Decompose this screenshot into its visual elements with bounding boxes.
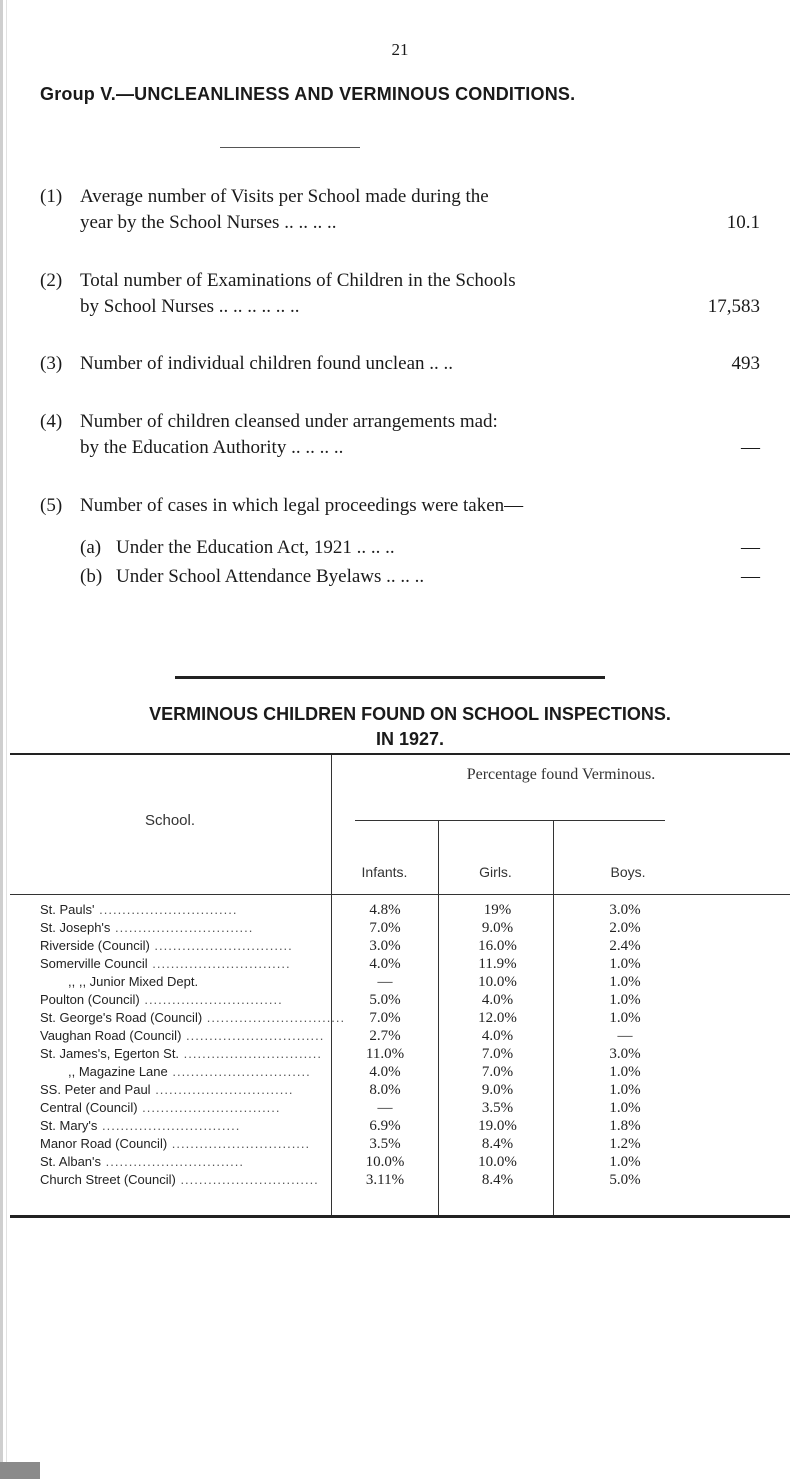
infants-cell: 4.0% <box>369 956 401 972</box>
table-row <box>0 1028 800 1045</box>
item-number: (2) <box>40 270 63 291</box>
school-name: Vaughan Road (Council) .............................. <box>40 1028 325 1043</box>
table-row <box>0 1172 800 1189</box>
item-text: Number of children cleansed under arrangements mad: <box>80 411 498 432</box>
girls-cell: 3.5% <box>481 1100 514 1116</box>
girls-cell: 7.0% <box>481 1046 514 1062</box>
table-border <box>10 753 790 755</box>
header-rule <box>355 820 665 821</box>
table-row <box>0 1046 800 1063</box>
item-text: Total number of Examinations of Children in the Schools <box>80 270 516 291</box>
table-row <box>0 1154 800 1171</box>
column-header-girls: Girls. <box>479 864 512 880</box>
table-row <box>0 938 800 955</box>
table-row <box>0 1100 800 1117</box>
infants-cell: 7.0% <box>369 1010 401 1026</box>
item-number: (5) <box>40 495 63 516</box>
school-name: ,, Magazine Lane .............................. <box>68 1064 311 1079</box>
table-row <box>0 920 800 937</box>
divider <box>175 676 605 679</box>
infants-cell: 10.0% <box>365 1154 405 1170</box>
school-name: Manor Road (Council) .............................. <box>40 1136 311 1151</box>
table-row <box>0 992 800 1009</box>
item-number: (3) <box>40 353 63 374</box>
column-header-boys: Boys. <box>610 864 646 880</box>
school-name: Poulton (Council) .............................. <box>40 992 283 1007</box>
table-row <box>0 902 800 919</box>
page-edge <box>0 0 3 1479</box>
infants-cell: — <box>377 974 393 990</box>
girls-cell: 9.0% <box>481 920 514 936</box>
item-text: Number of cases in which legal proceedings were taken— <box>80 495 524 516</box>
item-value: 10.1 <box>726 212 760 233</box>
school-name: ,, ,, Junior Mixed Dept. <box>68 974 199 989</box>
sub-item-value: — <box>741 566 760 587</box>
infants-cell: 2.7% <box>369 1028 401 1044</box>
girls-cell: 8.4% <box>481 1136 514 1152</box>
infants-cell: — <box>377 1100 393 1116</box>
infants-cell: 3.5% <box>369 1136 401 1152</box>
girls-cell: 4.0% <box>481 992 514 1008</box>
sub-item-value: — <box>741 537 760 558</box>
infants-cell: 5.0% <box>369 992 401 1008</box>
school-name: Central (Council) .............................. <box>40 1100 281 1115</box>
girls-cell: 11.9% <box>478 956 517 972</box>
boys-cell: 1.0% <box>609 1154 641 1170</box>
girls-cell: 19.0% <box>478 1118 517 1134</box>
boys-cell: 1.0% <box>609 992 641 1008</box>
girls-cell: 7.0% <box>481 1064 514 1080</box>
item-text: Number of individual children found unclean .. .. <box>80 353 454 374</box>
item-text-continued: by the Education Authority .. .. .. .. <box>80 437 344 458</box>
infants-cell: 3.11% <box>365 1172 405 1188</box>
infants-cell: 3.0% <box>369 938 401 954</box>
school-name: St. Joseph's .............................. <box>40 920 254 935</box>
boys-cell: 1.0% <box>609 1064 641 1080</box>
boys-cell: 3.0% <box>609 1046 641 1062</box>
boys-cell: — <box>617 1028 633 1044</box>
column-header-infants: Infants. <box>361 864 408 880</box>
boys-cell: 1.8% <box>609 1118 641 1134</box>
school-name: St. Pauls' .............................. <box>40 902 238 917</box>
sub-item-letter: (b) <box>80 566 103 587</box>
girls-cell: 9.0% <box>481 1082 514 1098</box>
boys-cell: 5.0% <box>609 1172 641 1188</box>
boys-cell: 2.0% <box>609 920 641 936</box>
page-number: 21 <box>391 40 409 59</box>
school-name: St. George's Road (Council) .............................. <box>40 1010 346 1025</box>
column-group-header: Percentage found Verminous. <box>466 766 656 783</box>
item-value: — <box>741 437 760 458</box>
boys-cell: 1.0% <box>609 974 641 990</box>
school-name: Church Street (Council) .............................. <box>40 1172 319 1187</box>
table-row <box>0 1064 800 1081</box>
table-row <box>0 1136 800 1153</box>
sub-item-letter: (a) <box>80 537 102 558</box>
item-number: (1) <box>40 186 63 207</box>
table-title-line: VERMINOUS CHILDREN FOUND ON SCHOOL INSPECTIONS. <box>149 704 671 724</box>
page-edge-line <box>6 0 7 1479</box>
item-value: 493 <box>731 353 760 374</box>
school-name: Somerville Council .............................. <box>40 956 291 971</box>
table-row <box>0 1118 800 1135</box>
girls-cell: 12.0% <box>478 1010 517 1026</box>
infants-cell: 7.0% <box>369 920 401 936</box>
school-name: SS. Peter and Paul .............................. <box>40 1082 294 1097</box>
infants-cell: 11.0% <box>365 1046 405 1062</box>
infants-cell: 6.9% <box>369 1118 401 1134</box>
divider <box>220 147 360 148</box>
school-name: St. Mary's .............................. <box>40 1118 241 1133</box>
item-value: 17,583 <box>707 296 760 317</box>
section-title: Group V.—UNCLEANLINESS AND VERMINOUS CONDITIONS. <box>40 84 576 104</box>
boys-cell: 1.0% <box>609 1010 641 1026</box>
girls-cell: 19% <box>483 902 512 918</box>
school-name: Riverside (Council) .............................. <box>40 938 293 953</box>
girls-cell: 10.0% <box>478 1154 517 1170</box>
boys-cell: 1.2% <box>609 1136 641 1152</box>
header-rule <box>10 894 790 895</box>
school-name: St. Alban's .............................. <box>40 1154 244 1169</box>
table-row <box>0 974 800 991</box>
table-row <box>0 1082 800 1099</box>
item-text: Average number of Visits per School made during the <box>80 186 489 207</box>
item-text-continued: by School Nurses .. .. .. .. .. .. <box>80 296 300 317</box>
column-header-school: School. <box>144 812 196 829</box>
infants-cell: 8.0% <box>369 1082 401 1098</box>
scan-shadow <box>0 1462 40 1479</box>
table-row <box>0 956 800 973</box>
school-name: St. James's, Egerton St. .............................. <box>40 1046 323 1061</box>
table-border <box>10 1215 790 1218</box>
sub-item-text: Under the Education Act, 1921 .. .. .. <box>116 537 395 558</box>
girls-cell: 10.0% <box>478 974 517 990</box>
girls-cell: 4.0% <box>481 1028 514 1044</box>
infants-cell: 4.0% <box>369 1064 401 1080</box>
girls-cell: 16.0% <box>478 938 517 954</box>
boys-cell: 2.4% <box>609 938 641 954</box>
boys-cell: 1.0% <box>609 956 641 972</box>
table-row <box>0 1010 800 1027</box>
table-title <box>40 702 780 752</box>
boys-cell: 1.0% <box>609 1082 641 1098</box>
item-number: (4) <box>40 411 63 432</box>
boys-cell: 3.0% <box>609 902 641 918</box>
boys-cell: 1.0% <box>609 1100 641 1116</box>
infants-cell: 4.8% <box>369 902 401 918</box>
table-title-line: IN 1927. <box>375 729 445 749</box>
sub-item-text: Under School Attendance Byelaws .. .. .. <box>116 566 425 587</box>
item-text-continued: year by the School Nurses .. .. .. .. <box>80 212 337 233</box>
girls-cell: 8.4% <box>481 1172 514 1188</box>
